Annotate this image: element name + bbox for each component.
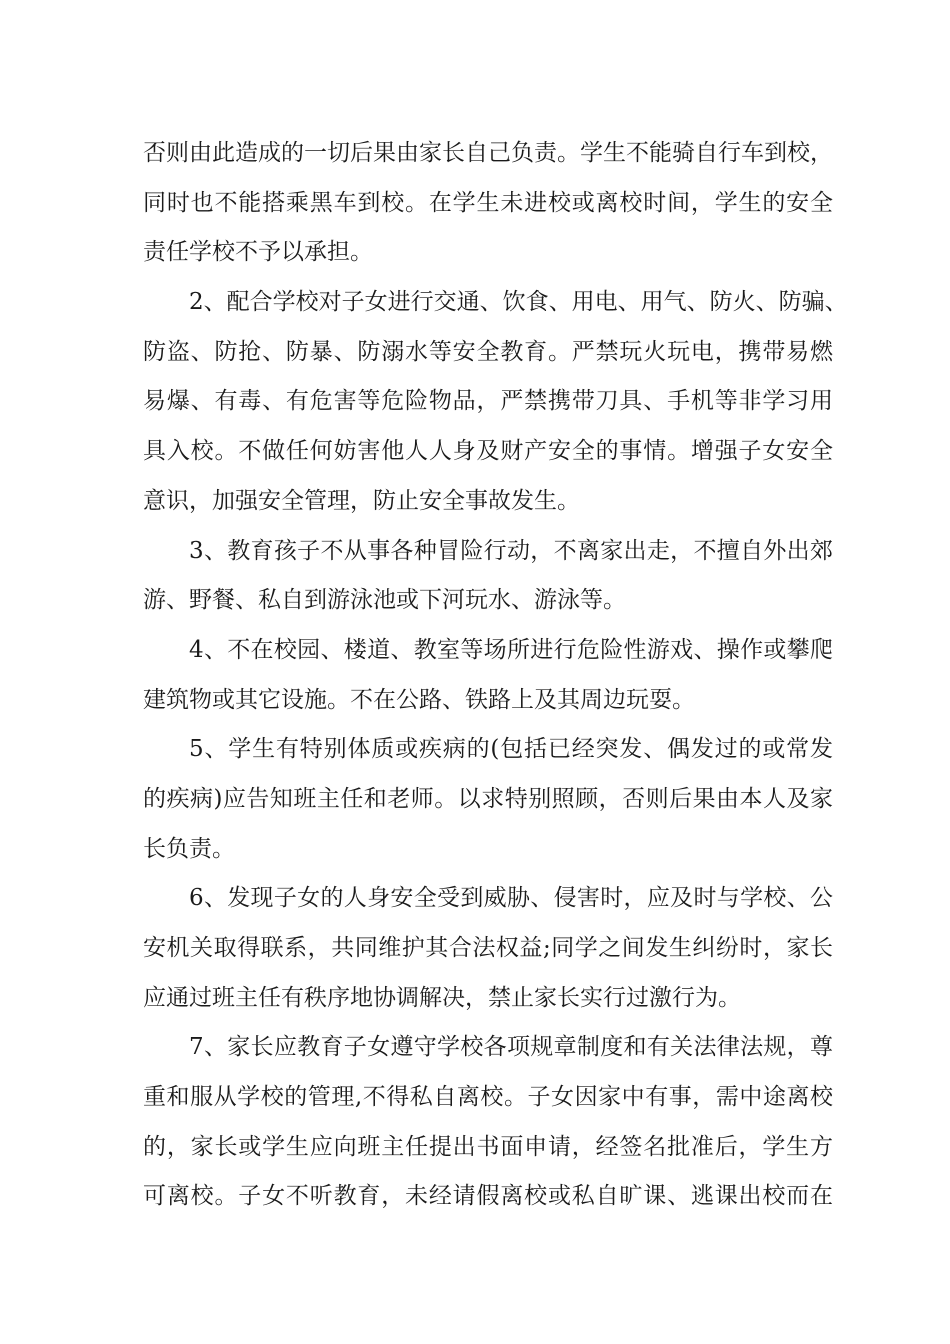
text-line: 意识，加强安全管理，防止安全事故发生。: [143, 487, 580, 514]
text-line: 防盗、防抢、防暴、防溺水等安全教育。严禁玩火玩电，携带易燃: [143, 338, 833, 365]
paragraph: [143, 129, 833, 278]
text-line: 否则由此造成的一切后果由家长自己负责。学生不能骑自行车到校，: [143, 140, 833, 166]
text-line: 6、发现子女的人身安全受到威胁、侵害时，应及时与学校、公: [189, 885, 833, 912]
text-line: 3、教育孩子不从事各种冒险行动，不离家出走，不擅自外出郊: [189, 537, 833, 564]
text-line: 的疾病)应告知班主任和老师。以求特别照顾，否则后果由本人及家: [143, 785, 833, 812]
text-line: 的，家长或学生应向班主任提出书面申请，经签名批准后，学生方: [143, 1133, 833, 1160]
text-line: 长负责。: [143, 835, 235, 862]
text-line: 应通过班主任有秩序地协调解决，禁止家长实行过激行为。: [143, 984, 741, 1011]
paragraph-item-4: [143, 626, 833, 725]
text-line: 责任学校不予以承担。: [143, 239, 373, 266]
text-line: 2、配合学校对子女进行交通、饮食、用电、用气、防火、防骗、: [189, 289, 848, 316]
text-line: 易爆、有毒、有危害等危险物品，严禁携带刀具、手机等非学习用: [143, 388, 833, 415]
text-line: 建筑物或其它设施。不在公路、铁路上及其周边玩耍。: [143, 686, 695, 713]
text-line: 5、学生有特别体质或疾病的(包括已经突发、偶发过的或常发: [189, 736, 833, 763]
document-page: [143, 129, 848, 1222]
text-line: 安机关取得联系，共同维护其合法权益;同学之间发生纠纷时，家长: [143, 935, 833, 961]
text-line: 具入校。不做任何妨害他人人身及财产安全的事情。增强子女安全: [143, 438, 833, 465]
paragraph-item-3: [143, 527, 833, 626]
paragraph-item-7: [143, 1023, 833, 1222]
text-line: 可离校。子女不听教育，未经请假离校或私自旷课、逃课出校而在: [143, 1183, 833, 1210]
paragraph-item-5: [143, 725, 833, 874]
text-line: 4、不在校园、楼道、教室等场所进行危险性游戏、操作或攀爬: [189, 636, 833, 663]
paragraph-item-6: [143, 874, 833, 1023]
text-line: 游、野餐、私自到游泳池或下河玩水、游泳等。: [143, 587, 626, 614]
text-line: 重和服从学校的管理,不得私自离校。子女因家中有事，需中途离校: [143, 1084, 833, 1111]
text-line: 7、家长应教育子女遵守学校各项规章制度和有关法律法规，尊: [189, 1034, 833, 1061]
paragraph-item-2: [143, 278, 848, 526]
text-line: 同时也不能搭乘黑车到校。在学生未进校或离校时间，学生的安全: [143, 189, 833, 216]
